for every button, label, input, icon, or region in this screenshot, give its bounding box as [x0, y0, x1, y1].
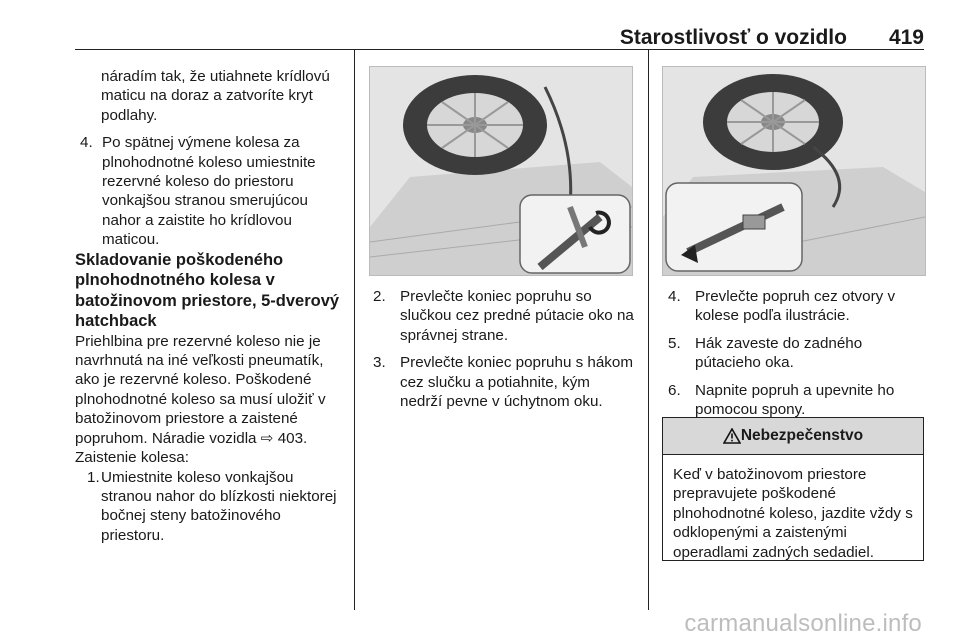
warning-triangle-icon — [723, 428, 741, 444]
item-number: 3. — [373, 354, 386, 372]
warning-title: Nebezpečenstvo — [740, 427, 864, 444]
continued-text: náradím tak, že utiahnete krídlovú maticu na doraz a zatvoríte kryt podlahy. — [101, 68, 330, 124]
column-3 — [668, 287, 930, 419]
item-text: Prevlečte koniec popruhu s hákom cez slučku a potiahnite, kým nedrží pevne v úchytnom oku. — [400, 354, 634, 411]
page-reference-icon: ⇨ — [260, 429, 274, 447]
item-number: 5. — [668, 334, 681, 352]
column-divider — [354, 50, 355, 610]
list-item — [75, 468, 347, 546]
column-2 — [373, 287, 635, 411]
item-number: 4. — [80, 134, 93, 152]
list-item — [668, 381, 930, 420]
header-rule — [75, 49, 924, 50]
page-header — [620, 26, 924, 50]
warning-box — [662, 417, 924, 561]
list-item — [75, 133, 347, 249]
header-title: Starostlivosť o vozidlo — [619, 26, 847, 49]
illustration-strap-front — [369, 66, 633, 276]
item-number: 1. — [87, 468, 100, 486]
warning-header — [663, 418, 923, 455]
item-text: Umiestnite koleso vonkajšou stranou nahor do blízkosti niektorej bočnej steny batožinového priestoru. — [101, 468, 337, 544]
warning-text: Keď v batožinovom priestore prepravujete poškodené plnohodnotné koleso, jazdite vždy s odklopenými a zaistenými operadlami zadných sedadiel. — [673, 466, 913, 561]
list-item — [373, 353, 635, 411]
item-text: Napnite popruh a upevnite ho pomocou spony. — [695, 381, 895, 419]
trunk-wheel-rear-illustration — [663, 67, 925, 275]
item-text: Hák zaveste do zadného pútacieho oka. — [695, 334, 863, 372]
item-text: Prevlečte popruh cez otvory v kolese podľa ilustrácie. — [695, 288, 896, 325]
column-divider — [648, 50, 649, 610]
list-item — [668, 287, 930, 326]
body-paragraph: Zaistenie kolesa: — [75, 449, 189, 467]
page-number: 419 — [888, 26, 924, 49]
list-item — [668, 334, 930, 373]
item-text: Prevlečte koniec popruhu so slučkou cez predné pútacie oko na správnej strane. — [400, 288, 634, 344]
illustration-strap-rear — [662, 66, 926, 276]
column-1 — [75, 67, 347, 545]
item-number: 4. — [668, 288, 681, 305]
item-number: 6. — [668, 381, 681, 399]
watermark: carmanualsonline.info — [684, 610, 922, 637]
section-heading: Skladovanie poškodeného plnohodnotného kolesa v batožinovom priestore, 5-dverový hatchback — [75, 250, 340, 331]
reference-page: 403. — [277, 429, 308, 447]
paragraph-text: Priehlbina pre rezervné koleso nie je navrhnutá na iné veľkosti pneumatík, ako je rezervné koleso. Poškodené plnohodnotné koleso sa musí uložiť v batožinovom priestore a zaistené popruhom. Náradie vozidla — [75, 332, 326, 447]
list-item — [373, 287, 635, 345]
item-number: 2. — [373, 288, 386, 305]
body-paragraph — [75, 332, 347, 448]
item-text: Po spätnej výmene kolesa za plnohodnotné koleso umiestnite rezervné koleso do priestoru vonkajšou stranou smerujúcou nahor a zaistite ho krídlovou maticou. — [102, 134, 316, 249]
trunk-wheel-illustration — [370, 67, 632, 275]
